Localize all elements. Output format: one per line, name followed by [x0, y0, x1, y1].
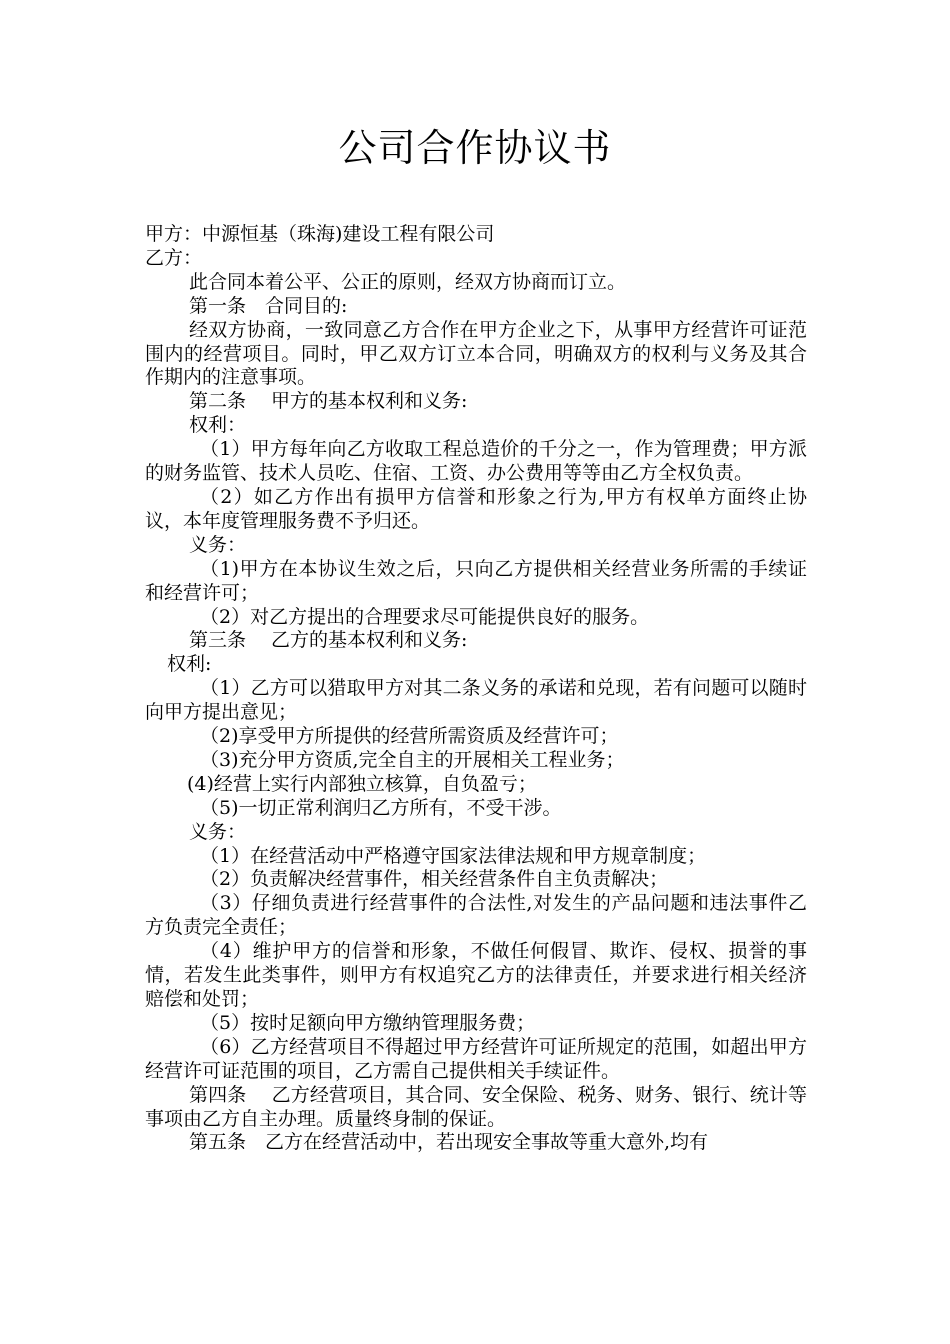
clause-item: （1)甲方在本协议生效之后，只向乙方提供相关经营业务所需的手续证和经营许可； [145, 557, 807, 604]
article-3-heading: 第三条 乙方的基本权利和义务: [189, 629, 468, 652]
clause-item: （6）乙方经营项目不得超过甲方经营许可证所规定的范围，如超出甲方经营许可证范围的项目，乙方需自己提供相关手续证件。 [145, 1035, 807, 1082]
clause-item: （4）维护甲方的信誉和形象，不做任何假冒、欺诈、侵权、损誉的事情，若发生此类事件，则甲方有权追究乙方的法律责任，并要求进行相关经济赔偿和处罚； [145, 940, 807, 1010]
article-1-text: 经双方协商，一致同意乙方合作在甲方企业之下，从事甲方经营许可证范围内的经营项目。同时，甲乙双方订立本合同，明确双方的权利与义务及其合作期内的注意事项。 [145, 318, 807, 389]
clause-item: （2）如乙方作出有损甲方信誉和形象之行为,甲方有权单方面终止协议，本年度管理服务费不予归还。 [145, 485, 807, 532]
document-body [145, 223, 807, 1155]
article-5-text: 第五条 乙方在经营活动中，若出现安全事故等重大意外,均有 [189, 1131, 709, 1154]
clause-item: （2）负责解决经营事件，相关经营条件自主负责解决； [200, 868, 669, 891]
clause-item: (4)经营上实行内部独立核算，自负盈亏； [187, 772, 537, 795]
clause-item: （3）仔细负责进行经营事件的合法性,对发生的产品问题和违法事件乙方负责完全责任； [145, 892, 807, 939]
subheading-obligations: 义务： [189, 820, 247, 843]
clause-item: （1）在经营活动中严格遵守国家法律法规和甲方规章制度； [200, 844, 707, 867]
clause-item: （2）对乙方提出的合理要求尽可能提供良好的服务。 [200, 605, 650, 628]
party-b-line: 乙方： [145, 246, 203, 269]
clause-item: （1）乙方可以猎取甲方对其二条义务的承诺和兑现，若有问题可以随时向甲方提出意见； [145, 677, 807, 724]
clause-item: （1）甲方每年向乙方收取工程总造价的千分之一，作为管理费；甲方派的财务监管、技术人员吃、住宿、工资、办公费用等等由乙方全权负责。 [145, 438, 807, 485]
preamble: 此合同本着公平、公正的原则，经双方协商而订立。 [189, 270, 627, 293]
subheading-rights: 权利: [167, 653, 212, 676]
article-2-heading: 第二条 甲方的基本权利和义务: [189, 390, 468, 413]
party-a-line: 甲方：中源恒基（珠海)建设工程有限公司 [145, 223, 495, 245]
clause-item: （2)享受甲方所提供的经营所需资质及经营许可； [200, 725, 619, 748]
article-1-heading: 第一条 合同目的: [189, 294, 348, 317]
clause-item: （5)一切正常利润归乙方所有，不受干涉。 [200, 796, 562, 819]
subheading-rights: 权利： [189, 414, 247, 437]
subheading-obligations: 义务： [189, 533, 247, 556]
clause-item: （5）按时足额向甲方缴纳管理服务费； [200, 1011, 536, 1034]
document-title: 公司合作协议书 [338, 126, 612, 170]
article-4-text: 第四条 乙方经营项目，其合同、安全保险、税务、财务、银行、统计等事项由乙方自主办理。质量终身制的保证。 [145, 1083, 807, 1130]
clause-item: （3)充分甲方资质,完全自主的开展相关工程业务； [200, 748, 625, 771]
